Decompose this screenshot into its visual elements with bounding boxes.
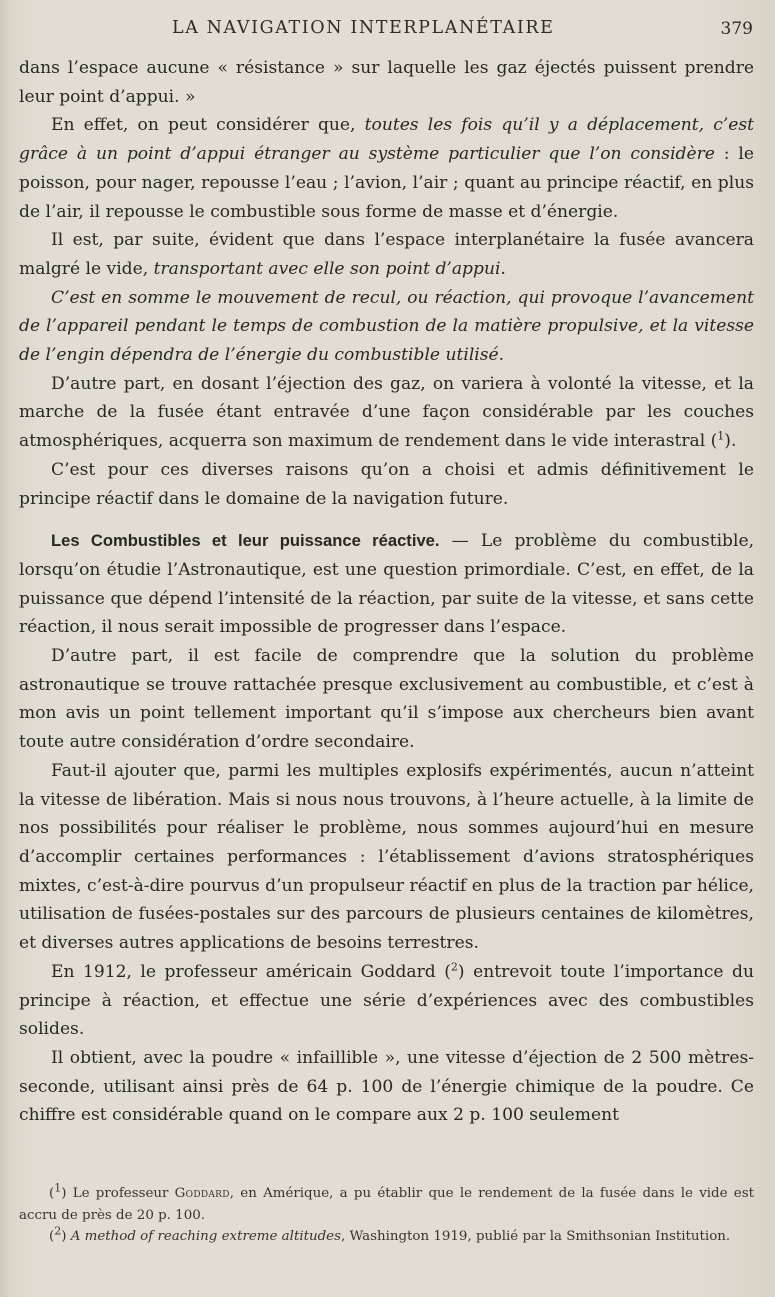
footnote-1: ($^1$) Le professeur Goddard, en Amérique, a pu établir que le rendement de la fusée dans le vide est accru de près de 20 p. 100. — [19, 1181, 754, 1223]
body-text — [19, 54, 754, 1130]
paragraph-9: Faut-il ajouter que, parmi les multiples explosifs expérimentés, aucun n’atteint la vitesse de libération. Mais si nous nous trouvons, à l’heure actuelle, à la limite de nos possibilités pour réaliser le problème, nous sommes aujourd’hui en mesure d’accomplir certaines performances : l’établissement d’avions stratosphériques mixtes, c’est-à-dire pourvus d’un propulseur réactif en plus de la traction par hélice, utilisation de fusées-postales sur des parcours de plusieurs centaines de kilomètres, et diverses autres applications de besoins terrestres. — [19, 760, 754, 954]
paragraph-3: Il est, par suite, évident que dans l’espace interplanétaire la fusée avancera malgré le vide, transportant avec elle son point d’appui. — [19, 230, 754, 279]
page-header — [0, 16, 775, 46]
paragraph-7: Les Combustibles et leur puissance réactive. — Le problème du combustible, lorsqu’on étudie l’Astronautique, est une question primordiale. C’est, en effet, de la puissance que dépend l’intensité de la réaction, par suite de la vitesse, et sans cette réaction, il nous serait impossible de progresser dans l’espace. — [19, 531, 754, 638]
paragraph-11: Il obtient, avec la poudre « infaillible », une vitesse d’éjection de 2 500 mètres-seconde, utilisant ainsi près de 64 p. 100 de l’énergie chimique de la poudre. Ce chiffre est considérable quand on le compare aux 2 p. 100 seulement — [19, 1047, 754, 1126]
section-heading: Les Combustibles et leur puissance réactive. — [51, 531, 440, 551]
footnote-2: ($^2$) A method of reaching extreme altitudes, Washington 1919, publié par la Smithsonian Institution. — [49, 1224, 731, 1244]
paragraph-6: C’est pour ces diverses raisons qu’on a choisi et admis définitivement le principe réactif dans le domaine de la navigation future. — [19, 459, 754, 509]
running-title: LA NAVIGATION INTERPLANÉTAIRE — [172, 18, 555, 38]
paragraph-1: dans l’espace aucune « résistance » sur laquelle les gaz éjectés puissent prendre leur point d’appui. » — [19, 58, 754, 107]
footnotes — [19, 1183, 754, 1248]
paragraph-4: C’est en somme le mouvement de recul, ou réaction, qui provoque l’avancement de l’appareil pendant le temps de combustion de la matière propulsive, et la vitesse de l’engin dépendra de l’énergie du combustible utilisé. — [19, 287, 754, 366]
footnote-ref-2: 2 — [450, 960, 458, 974]
paragraph-5: D’autre part, en dosant l’éjection des gaz, on variera à volonté la vitesse, et la marche de la fusée étant entravée d’une façon considérable par les couches atmosphériques, acquerra son maximum de rendement dans le vide interastral ($^1$). — [19, 373, 754, 452]
paragraph-8: D’autre part, il est facile de comprendre que la solution du problème astronautique se trouve rattachée presque exclusivement au combustible, et c’est à mon avis un point tellement important qu’il s’impose aux chercheurs bien avant toute autre considération d’ordre secondaire. — [19, 646, 754, 753]
footnote-ref-1: 1 — [717, 429, 725, 443]
page-number: 379 — [720, 19, 753, 39]
paragraph-2: En effet, on peut considérer que, toutes les fois qu’il y a déplacement, c’est grâce à un point d’appui étranger au système particulier que l’on considère : le poisson, pour nager, repousse l’eau ; l’avion, l’air ; quant au principe réactif, en plus de l’air, il repousse le combustible sous forme de masse et d’énergie. — [19, 115, 755, 222]
paragraph-10: En 1912, le professeur américain Goddard ($^2$) entrevoit toute l’importance du principe à réaction, et effectue une série d’expériences avec des combustibles solides. — [19, 960, 754, 1040]
